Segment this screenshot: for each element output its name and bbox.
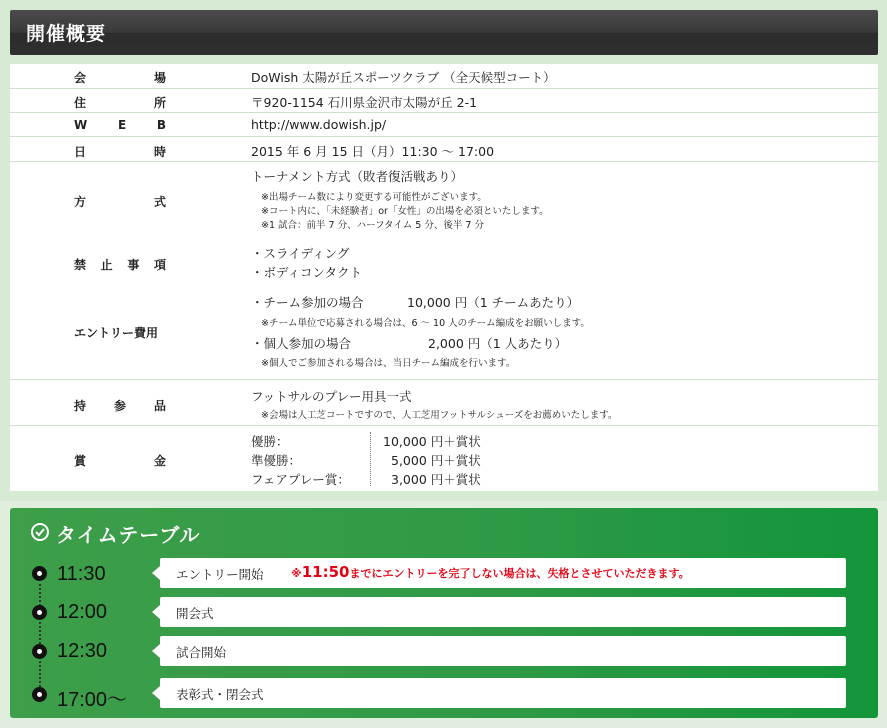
timeline-connector (39, 661, 41, 687)
prize-divider (370, 432, 371, 486)
time-opening: 12:00 (57, 601, 108, 623)
time-closing: 17:00～ (57, 689, 128, 711)
timeline-marker-icon (32, 605, 47, 620)
item-label: 試合開始 (176, 645, 227, 660)
row-bring (10, 380, 878, 426)
value-date: 2015 年 6 月 15 日（月）11:30 ～ 17:00 (251, 144, 495, 159)
item-label: 表彰式・閉会式 (176, 687, 264, 702)
label-venue: 会 場 (74, 71, 166, 85)
prize-name: 優勝： (251, 434, 289, 449)
timetable-section (10, 508, 878, 718)
prohibited-item: ・スライディング (251, 246, 350, 261)
timeline-connector (39, 584, 41, 606)
label-entry-fee: エントリー費用 (74, 326, 159, 340)
overview-title: 開催概要 (26, 23, 107, 45)
label-date: 日 時 (74, 145, 166, 159)
entry-individual-name: ・個人参加の場合 (251, 336, 352, 351)
timeline-marker-icon (32, 687, 47, 702)
entry-team-price: 10,000 円（1 チームあたり） (407, 295, 580, 310)
entry-individual-price: 2,000 円（1 人あたり） (428, 336, 568, 351)
timetable-item (160, 597, 846, 627)
value-format: トーナメント方式（敗者復活戦あり） (251, 169, 464, 184)
label-prize: 賞 金 (74, 454, 166, 468)
row-date (10, 137, 878, 162)
row-rules (10, 162, 878, 380)
label-web: W E B (74, 118, 166, 132)
value-venue: DoWish 太陽が丘スポーツクラブ （全天候型コート） (251, 70, 556, 85)
prize-amount: 10,000 円＋賞状 (383, 434, 481, 449)
prize-name: フェアプレー賞： (251, 472, 350, 487)
timeline-marker-icon (32, 566, 47, 581)
entry-team-note: ※チーム単位で応募される場合は、6 ～ 10 人のチーム編成をお願いします。 (261, 318, 590, 329)
entry-individual-note: ※個人でご参加される場合は、当日チーム編成を行います。 (261, 358, 516, 369)
bring-note: ※会場は人工芝コートですので、人工芝用フットサルシューズをお薦めいたします。 (261, 410, 618, 421)
format-note: ※出場チーム数により変更する可能性がございます。 (261, 192, 487, 203)
item-label: 開会式 (176, 606, 214, 621)
row-venue (10, 64, 878, 89)
clock-icon (30, 522, 50, 542)
row-prize (10, 426, 878, 491)
timeline-marker-icon (32, 644, 47, 659)
format-note: ※1 試合：前半 7 分、ハーフタイム 5 分、後半 7 分 (261, 220, 484, 231)
item-label: エントリー開始 (176, 567, 264, 582)
entry-deadline-warning: ※11:50までにエントリーを完了しない場合は、失格とさせていただきます。 (291, 563, 690, 581)
value-address: 〒920-1154 石川県金沢市太陽が丘 2-1 (251, 95, 478, 110)
value-bring: フットサルのプレー用具一式 (251, 389, 412, 404)
timetable-title: タイムテーブル (56, 523, 201, 547)
prohibited-item: ・ボディコンタクト (251, 265, 363, 280)
overview-header-bar (10, 10, 878, 55)
label-bring: 持 参 品 (74, 399, 166, 413)
website-link[interactable]: http://www.dowish.jp/ (251, 117, 387, 132)
timeline-connector (39, 622, 41, 644)
format-note: ※コート内に、「未経験者」or「女性」の出場を必須といたします。 (261, 206, 549, 217)
timetable-item (160, 678, 846, 708)
label-format: 方 式 (74, 195, 166, 209)
overview-table (10, 64, 878, 491)
timetable-item (160, 558, 846, 588)
row-web (10, 113, 878, 137)
prize-amount: 5,000 円＋賞状 (391, 453, 481, 468)
timetable-item (160, 636, 846, 666)
label-prohibited: 禁 止 事 項 (74, 258, 166, 272)
time-entry-start: 11:30 (57, 563, 106, 585)
entry-team-name: ・チーム参加の場合 (251, 295, 364, 310)
prize-amount: 3,000 円＋賞状 (391, 472, 481, 487)
label-address: 住 所 (74, 96, 166, 110)
row-address (10, 89, 878, 113)
time-match-start: 12:30 (57, 640, 108, 662)
prize-name: 準優勝： (251, 453, 302, 468)
